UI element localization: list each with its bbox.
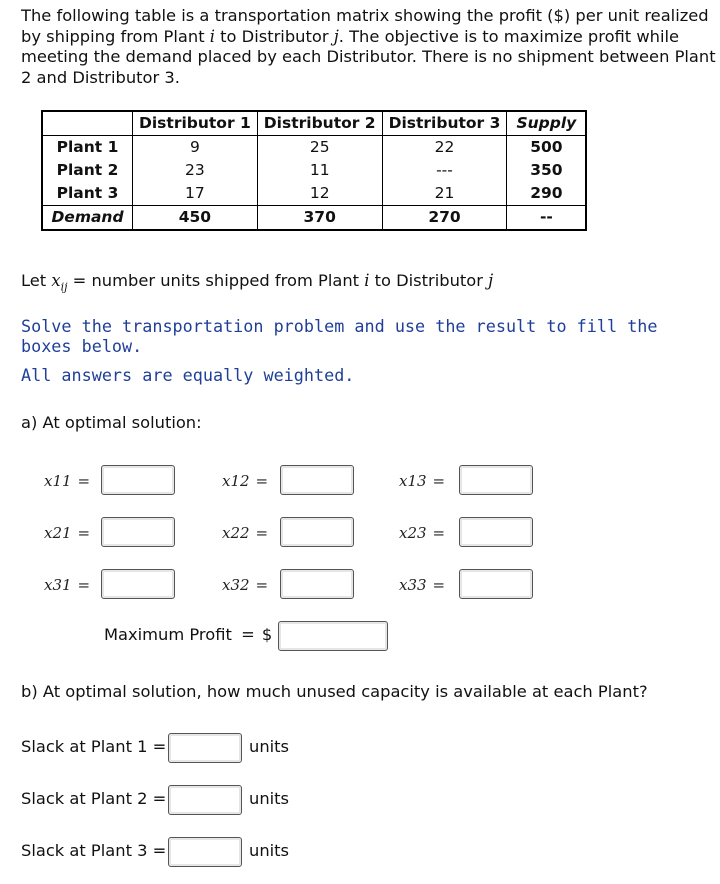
part-a-title: a) At optimal solution: [21,413,202,432]
slack-plant-2-input[interactable] [168,785,242,815]
supply-value: 350 [507,159,587,182]
col-header-d2: Distributor 2 [257,111,382,136]
x12-input[interactable] [280,465,354,495]
instruction-line-1: Solve the transportation problem and use the result to fill the [21,316,658,336]
x33-input[interactable] [459,569,533,599]
var-x31-label: x31 = [44,576,91,594]
slack-plant-3-unit: units [249,841,290,860]
demand-value: 270 [382,206,507,231]
x11-input[interactable] [101,465,175,495]
max-profit-input[interactable] [278,621,388,651]
x22-input[interactable] [280,517,354,547]
demand-label: Demand [42,206,133,231]
var-x11-label: x11 = [44,472,91,490]
table-row [42,159,586,182]
part-b-title: b) At optimal solution, how much unused capacity is available at each Plant? [21,682,648,701]
slack-plant-1-label: Slack at Plant 1 = [21,737,167,756]
instruction-line-2: boxes below. [21,336,143,356]
x21-input[interactable] [101,517,175,547]
x13-input[interactable] [459,465,533,495]
row-label: Plant 1 [42,136,133,160]
x31-input[interactable] [101,569,175,599]
supply-value: 290 [507,182,587,206]
row-label: Plant 2 [42,159,133,182]
slack-plant-1-unit: units [249,737,290,756]
cell-value: 9 [133,136,258,160]
demand-row [42,206,586,231]
table-row [42,182,586,206]
var-x12-label: x12 = [222,472,269,490]
variable-definition: Let $x_{ij}$ = number units shipped from Plant i to Distributor j [21,271,494,294]
slack-plant-2-unit: units [249,789,290,808]
slack-plant-2-label: Slack at Plant 2 = [21,789,167,808]
cell-value: 21 [382,182,507,206]
corner-cell [42,111,133,136]
transportation-matrix [41,110,587,231]
demand-supply-value: -- [507,206,587,231]
cell-value: 12 [257,182,382,206]
slack-plant-3-label: Slack at Plant 3 = [21,841,167,860]
col-header-d3: Distributor 3 [382,111,507,136]
slack-plant-3-input[interactable] [168,837,242,867]
problem-intro: The following table is a transportation matrix showing the profit ($) per unit realized by shipping from Plant i to Distributor j. The objective is to maximize profit while meeting the demand placed by each Distributor. There is no shipment between Plant 2 and Distributor 3. [21,6,716,87]
var-x13-label: x13 = [399,472,446,490]
table-row [42,136,586,160]
demand-value: 450 [133,206,258,231]
cell-value: 22 [382,136,507,160]
var-x21-label: x21 = [44,524,91,542]
x32-input[interactable] [280,569,354,599]
col-header-supply: Supply [507,111,587,136]
demand-value: 370 [257,206,382,231]
max-profit-label: Maximum Profit = $ [104,625,273,644]
var-x32-label: x32 = [222,576,269,594]
cell-value: 11 [257,159,382,182]
col-header-d1: Distributor 1 [133,111,258,136]
var-x23-label: x23 = [399,524,446,542]
cell-value: 23 [133,159,258,182]
instruction-line-3: All answers are equally weighted. [21,365,355,385]
var-x22-label: x22 = [222,524,269,542]
x23-input[interactable] [459,517,533,547]
cell-value: 25 [257,136,382,160]
cell-value: 17 [133,182,258,206]
row-label: Plant 3 [42,182,133,206]
slack-plant-1-input[interactable] [168,733,242,763]
var-x33-label: x33 = [399,576,446,594]
supply-value: 500 [507,136,587,160]
cell-value: --- [382,159,507,182]
